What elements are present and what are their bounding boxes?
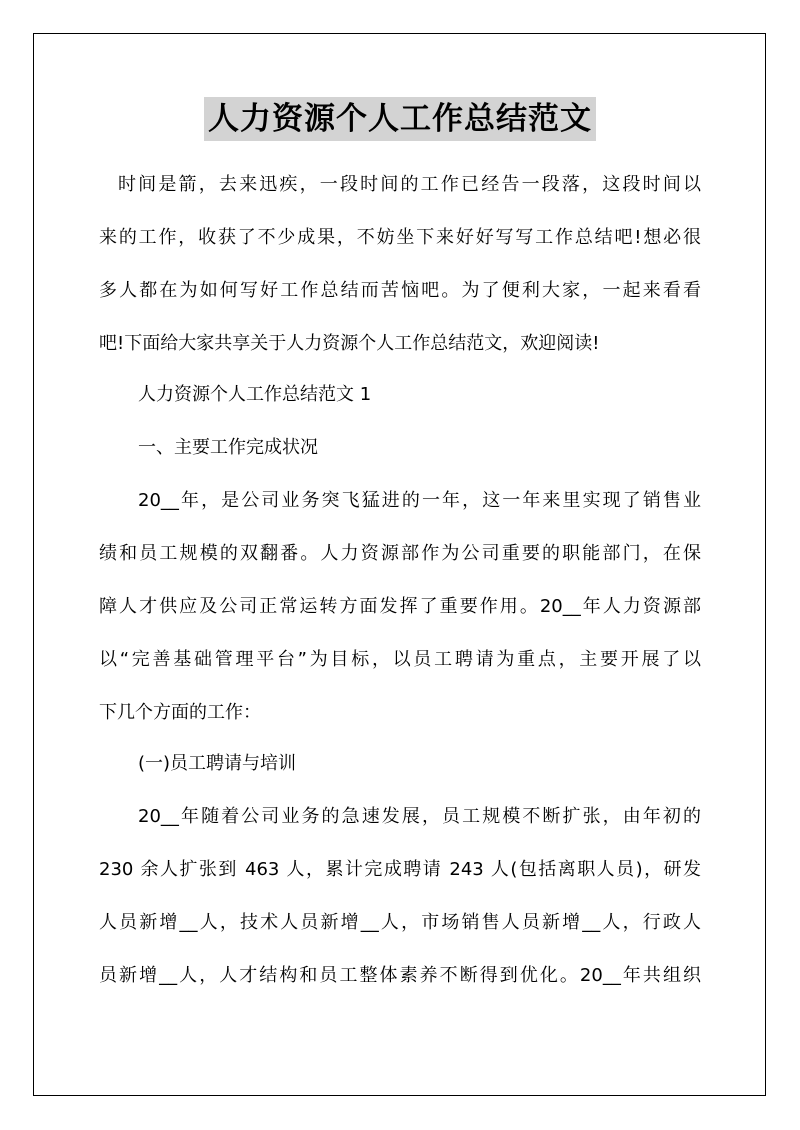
paragraph-line: 员新增__人，人才结构和员工整体素养不断得到优化。20__年共组织 [99,965,701,986]
paragraph-line: 多人都在为如何写好工作总结而苦恼吧。为了便利大家，一起来看看 [99,280,701,301]
document-title [0,97,800,141]
section-heading: 人力资源个人工作总结范文 1 [138,384,372,405]
paragraph-line: 下几个方面的工作： [99,702,261,723]
document-title-text: 人力资源个人工作总结范文 [204,97,596,141]
paragraph-line: 障人才供应及公司正常运转方面发挥了重要作用。20__年人力资源部 [99,596,701,617]
section-heading: 一、主要工作完成状况 [138,437,318,458]
paragraph-line: 时间是箭，去来迅疾，一段时间的工作已经告一段落，这段时间以 [118,174,701,195]
paragraph-line: 来的工作，收获了不少成果，不妨坐下来好好写写工作总结吧!想必很 [99,227,701,248]
paragraph-line: 230 余人扩张到 463 人，累计完成聘请 243 人(包括离职人员)，研发 [99,859,701,880]
paragraph-line: 绩和员工规模的双翻番。人力资源部作为公司重要的职能部门，在保 [99,543,701,564]
paragraph-line: 吧!下面给大家共享关于人力资源个人工作总结范文，欢迎阅读! [99,333,600,354]
paragraph-line: 人员新增__人，技术人员新增__人，市场销售人员新增__人，行政人 [99,912,701,933]
section-heading: (一)员工聘请与培训 [138,753,297,774]
paragraph-line: 20__年随着公司业务的急速发展，员工规模不断扩张，由年初的 [138,806,701,827]
paragraph-line: 20__年，是公司业务突飞猛进的一年，这一年来里实现了销售业 [138,490,701,511]
paragraph-line: 以“完善基础管理平台”为目标，以员工聘请为重点，主要开展了以 [99,649,701,670]
